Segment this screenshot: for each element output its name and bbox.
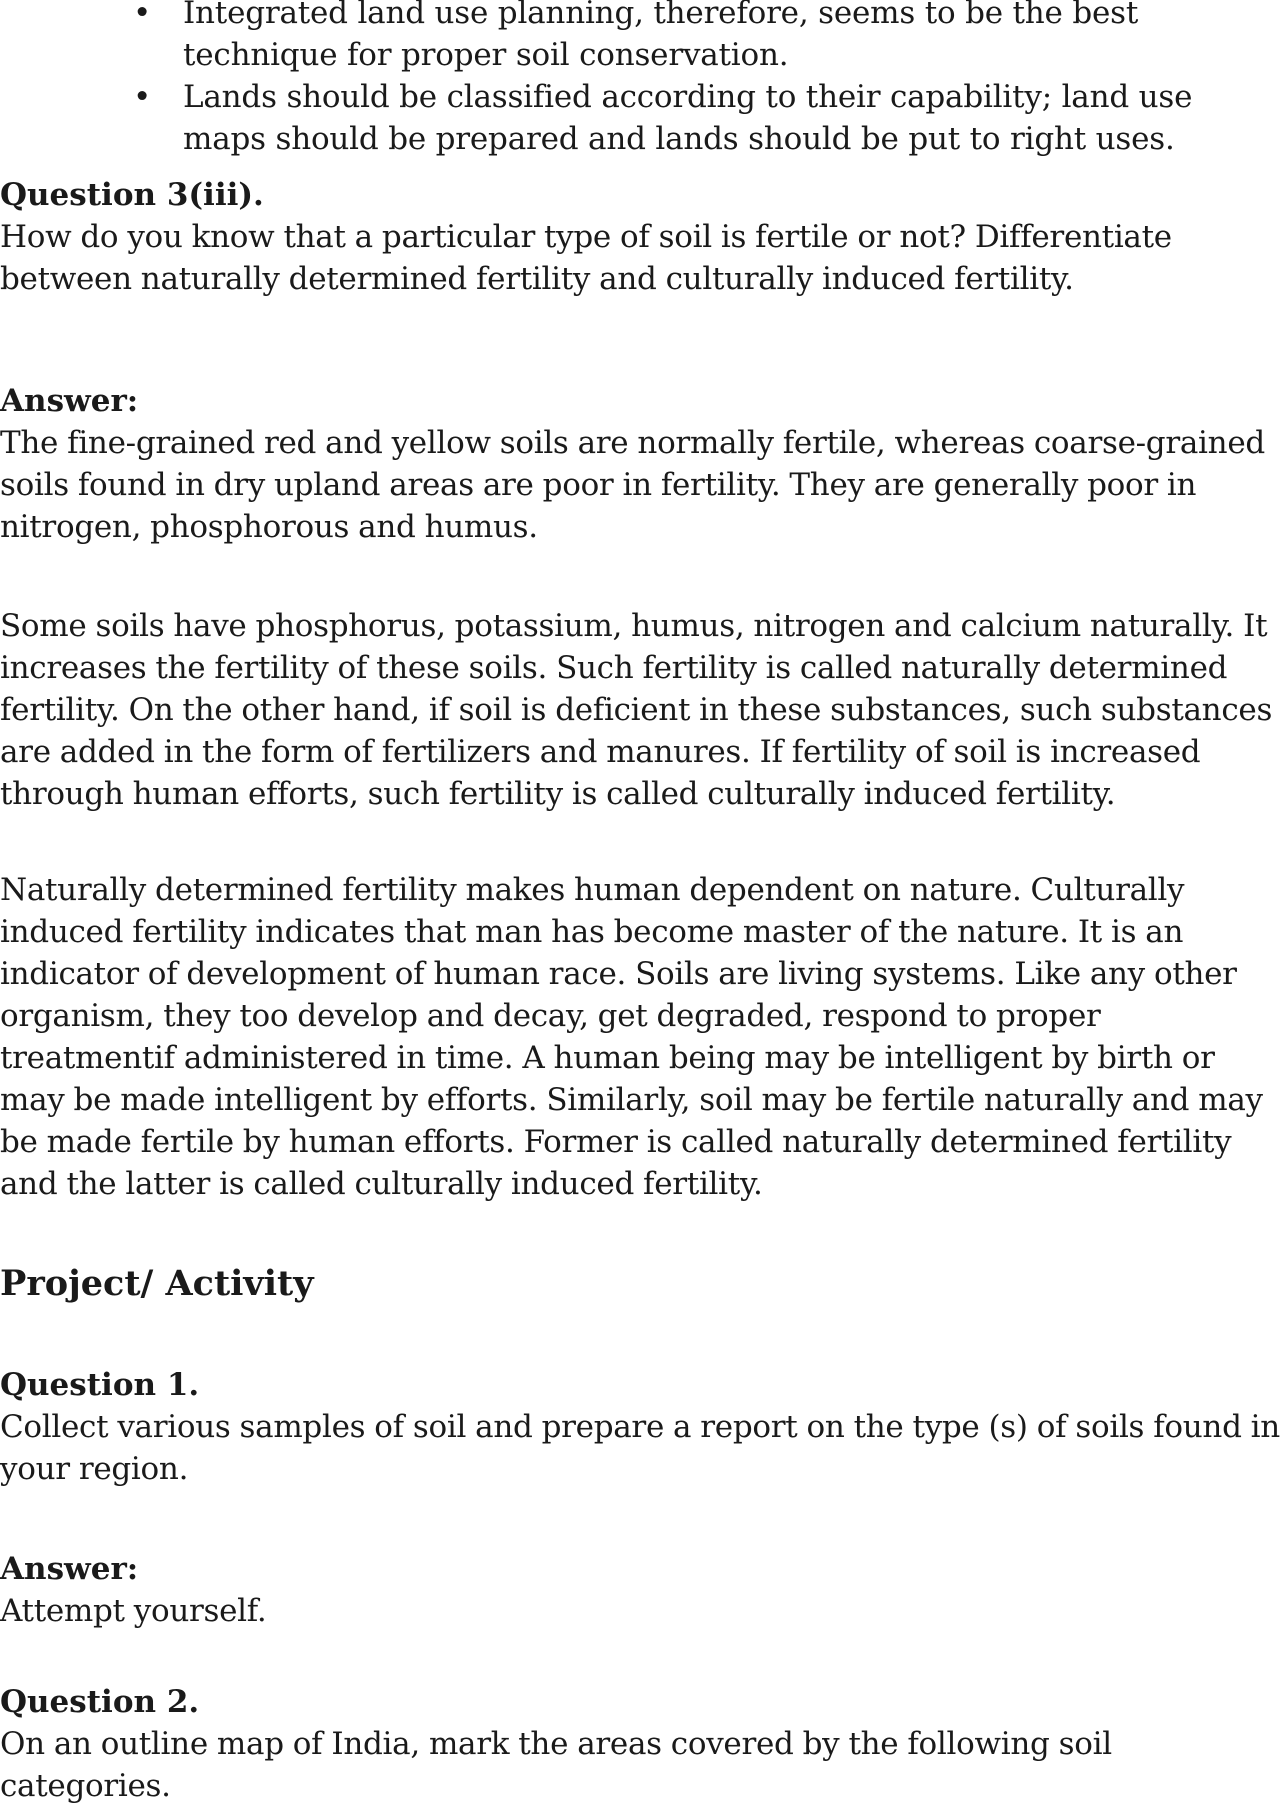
question-text: How do you know that a particular type of soil is fertile or not? Differentiate between naturally determined fertility and culturally induced fertility. <box>0 219 1172 297</box>
answer-block-2 <box>0 1548 1282 1632</box>
answer-paragraph-block-3 <box>0 869 1282 1205</box>
bullet-icon: • <box>133 79 152 115</box>
list-item <box>0 76 1282 160</box>
answer-label: Answer: <box>0 1551 139 1587</box>
question-2 <box>0 1681 1282 1807</box>
answer-block <box>0 380 1282 548</box>
answer-paragraph-block-2 <box>0 605 1282 815</box>
question-text: Collect various samples of soil and prepare a report on the type (s) of soils found in your region. <box>0 1409 1280 1487</box>
answer-text: Attempt yourself. <box>0 1593 267 1629</box>
question-title: Question 3(iii). <box>0 177 264 213</box>
answer-paragraph-1: The fine-grained red and yellow soils are normally fertile, whereas coarse-grained soils found in dry upland areas are poor in fertility. They are generally poor in nitrogen, phosphorous and humus. <box>0 425 1265 545</box>
question-1 <box>0 1364 1282 1490</box>
section-heading: Project/ Activity <box>0 1263 314 1304</box>
bullet-text: Lands should be classified according to their capability; land use maps should be prepared and lands should be put to right uses. <box>183 79 1193 157</box>
question-title: Question 2. <box>0 1684 200 1720</box>
bullet-list <box>0 0 1282 160</box>
question-text: On an outline map of India, mark the areas covered by the following soil categories. <box>0 1726 1112 1804</box>
list-item <box>0 0 1282 76</box>
answer-paragraph-2: Some soils have phosphorus, potassium, humus, nitrogen and calcium naturally. It increases the fertility of these soils. Such fertility is called naturally determined fertility. On the other hand, if soil is deficient in these substances, such substances are added in the form of fertilizers and manures. If fertility of soil is increased through human efforts, such fertility is called culturally induced fertility. <box>0 608 1273 812</box>
question-title: Question 1. <box>0 1367 200 1403</box>
project-activity-section <box>0 1261 1282 1307</box>
answer-label: Answer: <box>0 383 139 419</box>
answer-paragraph-3: Naturally determined fertility makes human dependent on nature. Culturally induced fertility indicates that man has become master of the nature. It is an indicator of development of human race. Soils are living systems. Like any other organism, they too develop and decay, get degraded, respond to proper treatmentif administered in time. A human being may be intelligent by birth or may be made intelligent by efforts. Similarly, soil may be fertile naturally and may be made fertile by human efforts. Former is called naturally determined fertility and the latter is called culturally induced fertility. <box>0 872 1263 1202</box>
bullet-icon: • <box>133 0 152 31</box>
bullet-text: Integrated land use planning, therefore, seems to be the best technique for proper soil conservation. <box>183 0 1139 73</box>
question-3iii <box>0 174 1282 300</box>
